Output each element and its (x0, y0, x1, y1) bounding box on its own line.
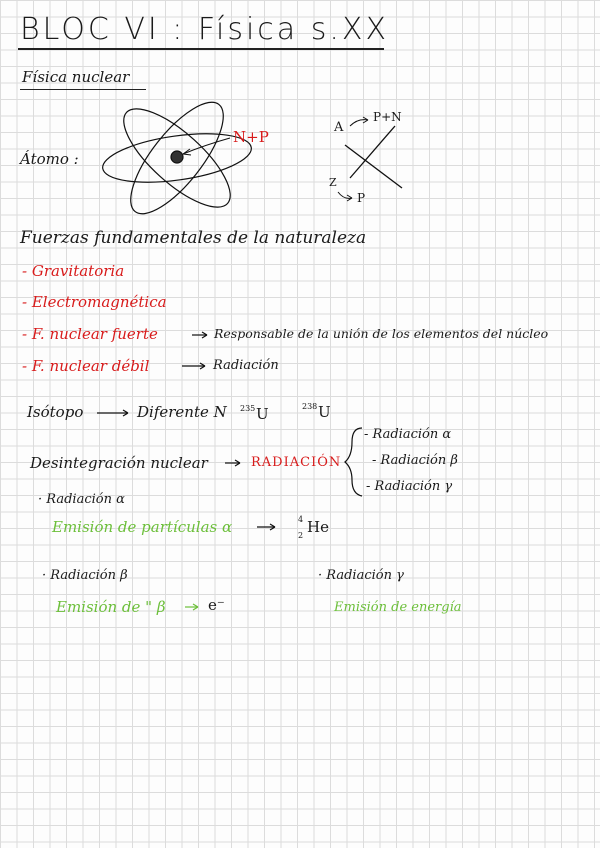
decay-cross (338, 117, 402, 201)
isotopo-desc: Diferente N (137, 403, 227, 421)
beta-arrow (185, 604, 198, 610)
arrow-z-label: Z (329, 176, 337, 189)
section-heading: Física nuclear (22, 68, 130, 86)
beta-label: · Radiación β (42, 568, 128, 583)
u235-mass: 235 (240, 404, 256, 413)
arrow-pn-label: P+N (373, 110, 402, 124)
radiation-type-beta: - Radiación β (372, 453, 458, 468)
force-item-electromagnetica: - Electromagnética (22, 293, 167, 311)
force-fuerte-desc: Responsable de la unión de los elementos del núcleo (214, 326, 549, 341)
force-item-nuclear-debil: - F. nuclear débil (22, 357, 150, 375)
alpha-mass: 4 (298, 515, 304, 524)
alpha-desc: Emisión de partículas α (52, 518, 233, 536)
atom-label: Átomo : (20, 150, 79, 168)
desintegracion-label: Desintegración nuclear (30, 454, 208, 472)
alpha-charge: 2 (298, 531, 304, 540)
arrow-a-label: A (334, 120, 344, 135)
alpha-label: · Radiación α (38, 492, 125, 507)
radiacion-result: RADIACIÓN (251, 455, 342, 470)
page-title: BLOC VI : Física s.XX (20, 12, 389, 47)
radiation-type-alpha: - Radiación α (364, 427, 452, 442)
beta-desc: Emisión de " β (56, 598, 166, 616)
force-item-gravitatoria: - Gravitatoria (22, 262, 125, 280)
np-label-n: N+P (233, 128, 269, 146)
u238-symbol: U (318, 403, 331, 421)
gamma-label: · Radiación γ (318, 568, 404, 583)
alpha-symbol: He (307, 518, 329, 536)
forces-heading: Fuerzas fundamentales de la naturaleza (20, 228, 367, 248)
u238-mass: 238 (302, 402, 318, 411)
radiation-type-gamma: - Radiación γ (366, 479, 453, 494)
beta-electron: e⁻ (208, 596, 225, 614)
u235-symbol: U (256, 405, 269, 423)
force-debil-desc: Radiación (213, 358, 279, 373)
arrow-p-label: P (357, 191, 366, 205)
atom-model (100, 89, 255, 227)
force-item-nuclear-fuerte: - F. nuclear fuerte (22, 325, 158, 343)
isotopo-label: Isótopo (27, 403, 84, 421)
gamma-desc: Emisión de energía (334, 600, 462, 615)
